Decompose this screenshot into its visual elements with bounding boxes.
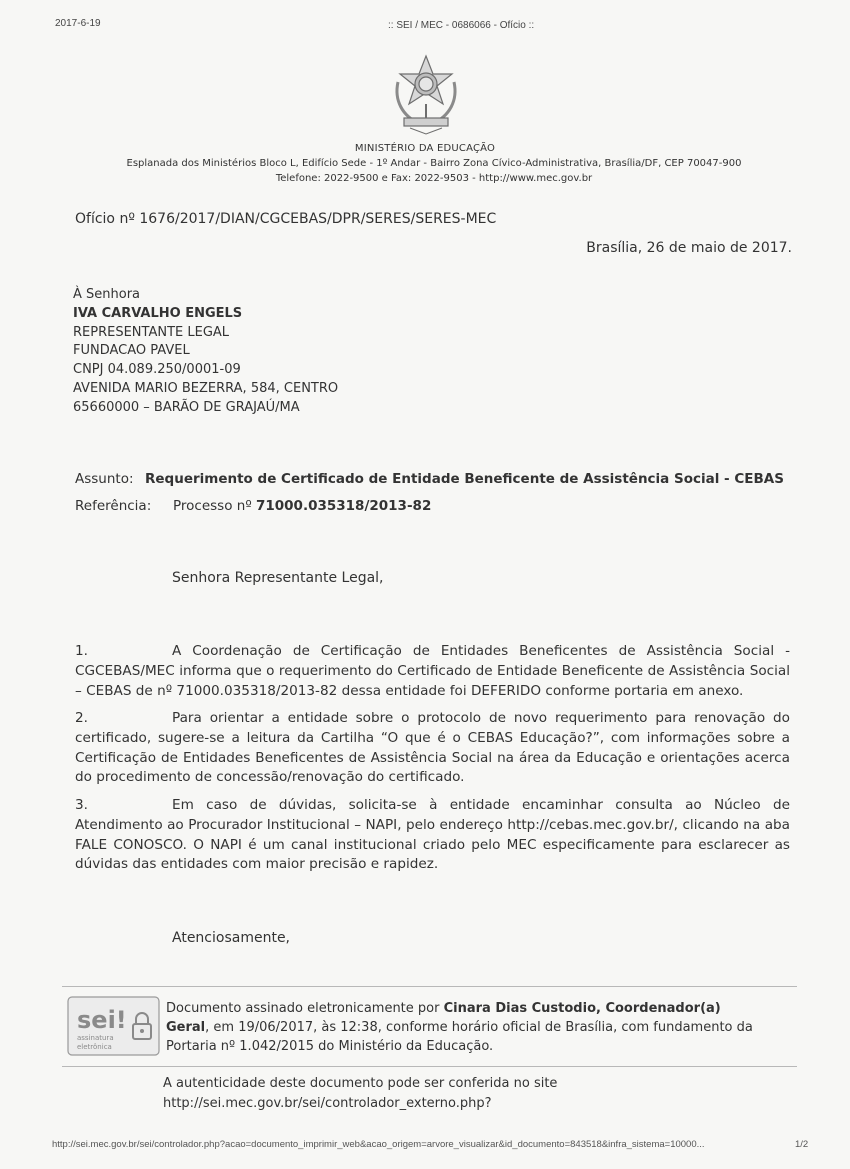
svg-text:assinatura: assinatura [77,1034,114,1042]
document-reference-number: Ofício nº 1676/2017/DIAN/CGCEBAS/DPR/SERES/SERES-MEC [75,211,497,227]
signer-name: Cinara Dias Custodio, Coordenador(a) Geral [166,1001,721,1035]
paragraph-text: Para orientar a entidade sobre o protocolo de novo requerimento para renovação do certificado, sugere-se a leitura da Cartilha “O que é o CEBAS Educação?”, com informações sobre a Certificação de Entidades Beneficentes de Assistência Social na área da Educação e orientações acerca do procedimento de concessão/renovação do certificado. [75,710,790,786]
recipient-block [73,286,338,418]
reference-prefix: Processo nº [173,498,252,514]
divider [62,986,797,987]
signature-text-before: Documento assinado eletronicamente por [166,1001,444,1016]
svg-text:eletrônica: eletrônica [77,1043,112,1051]
print-footer-url: http://sei.mec.gov.br/sei/controlador.php?acao=documento_imprimir_web&acao_origem=arvore_visualizar&id_documento=843518&infra_sistema=10000... [52,1139,705,1150]
authenticity-notice [163,1074,557,1114]
ministry-name: MINISTÉRIO DA EDUCAÇÃO [354,143,496,154]
reference-line [75,498,431,514]
paragraph-number: 1. [75,643,88,659]
paragraph-number: 2. [75,710,88,726]
recipient-role: REPRESENTANTE LEGAL [73,324,230,340]
authenticity-url[interactable]: http://sei.mec.gov.br/sei/controlador_externo.php? [163,1096,492,1111]
recipient-street: AVENIDA MARIO BEZERRA, 584, CENTRO [73,380,339,396]
divider [62,1066,797,1067]
brasil-coat-of-arms-icon [390,52,462,138]
closing: Atenciosamente, [172,930,291,946]
paragraph-1 [75,642,790,701]
paragraph-2 [75,709,790,788]
seal-logo-text: sei! [77,1006,127,1034]
paragraph-text: Em caso de dúvidas, solicita-se à entidade encaminhar consulta ao Núcleo de Atendimento ao Procurador Institucional – NAPI, pelo endereço http://cebas.mec.gov.br/, clicando na aba FALE CONOSCO. O NAPI é um canal institucional criado pelo MEC especificamente para esclarecer as dúvidas das entidades com maior precisão e rapidez. [75,797,790,873]
recipient-salutation: À Senhora [73,287,141,302]
signature-text-after: , em 19/06/2017, às 12:38, conforme horário oficial de Brasília, com fundamento da Portaria nº 1.042/2015 do Ministério da Educação. [166,1020,753,1054]
paragraph-3 [75,796,790,875]
reference-label: Referência: [75,498,152,514]
subject-label: Assunto: [75,471,134,487]
ministry-contact: Telefone: 2022-9500 e Fax: 2022-9503 - http://www.mec.gov.br [275,173,593,184]
print-date: 2017-6-19 [55,18,101,29]
recipient-city: 65660000 – BARÃO DE GRAJAÚ/MA [73,399,300,415]
place-date: Brasília, 26 de maio de 2017. [586,240,792,256]
ministry-address: Esplanada dos Ministérios Bloco L, Edifício Sede - 1º Andar - Bairro Zona Cívico-Administrativa, Brasília/DF, CEP 70047-900 [126,158,742,169]
subject-line [75,471,784,487]
greeting: Senhora Representante Legal, [172,570,384,586]
subject-text: Requerimento de Certificado de Entidade Beneficente de Assistência Social - CEBAS [145,471,784,487]
paragraph-number: 3. [75,797,88,813]
authenticity-line: A autenticidade deste documento pode ser conferida no site [163,1076,558,1091]
process-number: 71000.035318/2013-82 [255,498,432,514]
page-number: 1/2 [795,1139,809,1150]
sei-signature-seal-icon [67,996,160,1056]
recipient-name: IVA CARVALHO ENGELS [73,305,243,321]
signature-statement [166,999,766,1056]
recipient-cnpj: CNPJ 04.089.250/0001-09 [73,362,241,378]
paragraph-text: A Coordenação de Certificação de Entidades Beneficentes de Assistência Social - CGCEBAS/MEC informa que o requerimento do Certificado de Entidade Beneficente de Assistência Social – CEBAS de nº 71000.035318/2013-82 dessa entidade foi DEFERIDO conforme portaria em anexo. [75,643,790,699]
recipient-organization: FUNDACAO PAVEL [73,343,190,359]
print-title: :: SEI / MEC - 0686066 - Ofício :: [388,20,535,31]
